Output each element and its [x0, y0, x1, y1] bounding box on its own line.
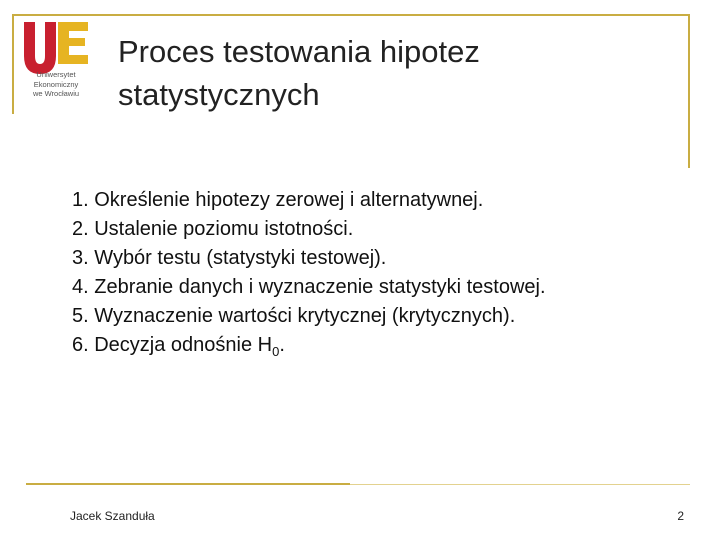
step-item: 1. Określenie hipotezy zerowej i alternatywnej. [72, 189, 484, 211]
step-item: 3. Wybór testu (statystyki testowej). [72, 247, 387, 269]
frame-top-line [12, 14, 690, 16]
steps-list [72, 186, 692, 366]
logo-wordmark [18, 70, 94, 99]
footer-divider-light [350, 484, 690, 485]
logo-line-1: Uniwersytet [36, 70, 76, 79]
slide-title [118, 30, 638, 116]
frame-right-line [688, 14, 690, 168]
slide-title-line-1: Proces testowania hipotez [118, 34, 480, 69]
footer-divider [26, 483, 350, 485]
step-6-subscript: 0 [272, 344, 280, 359]
logo-line-3: we Wrocławiu [32, 89, 80, 98]
logo-u-shape [24, 22, 56, 74]
frame-left-line [12, 14, 14, 114]
footer-author: Jacek Szanduła [70, 509, 155, 523]
step-6-suffix: . [279, 334, 285, 356]
step-item: 4. Zebranie danych i wyznaczenie statystyki testowej. [72, 276, 546, 298]
step-6-text: 6. Decyzja odnośnie H [72, 334, 273, 356]
step-item: 5. Wyznaczenie wartości krytycznej (krytycznych). [72, 305, 516, 327]
logo-e-shape [58, 22, 88, 64]
slide-title-line-2: statystycznych [118, 77, 320, 112]
step-item: 2. Ustalenie poziomu istotności. [72, 218, 354, 240]
step-item-decision [72, 331, 692, 366]
logo-line-2: Ekonomiczny [33, 79, 79, 89]
page-number: 2 [677, 509, 684, 523]
